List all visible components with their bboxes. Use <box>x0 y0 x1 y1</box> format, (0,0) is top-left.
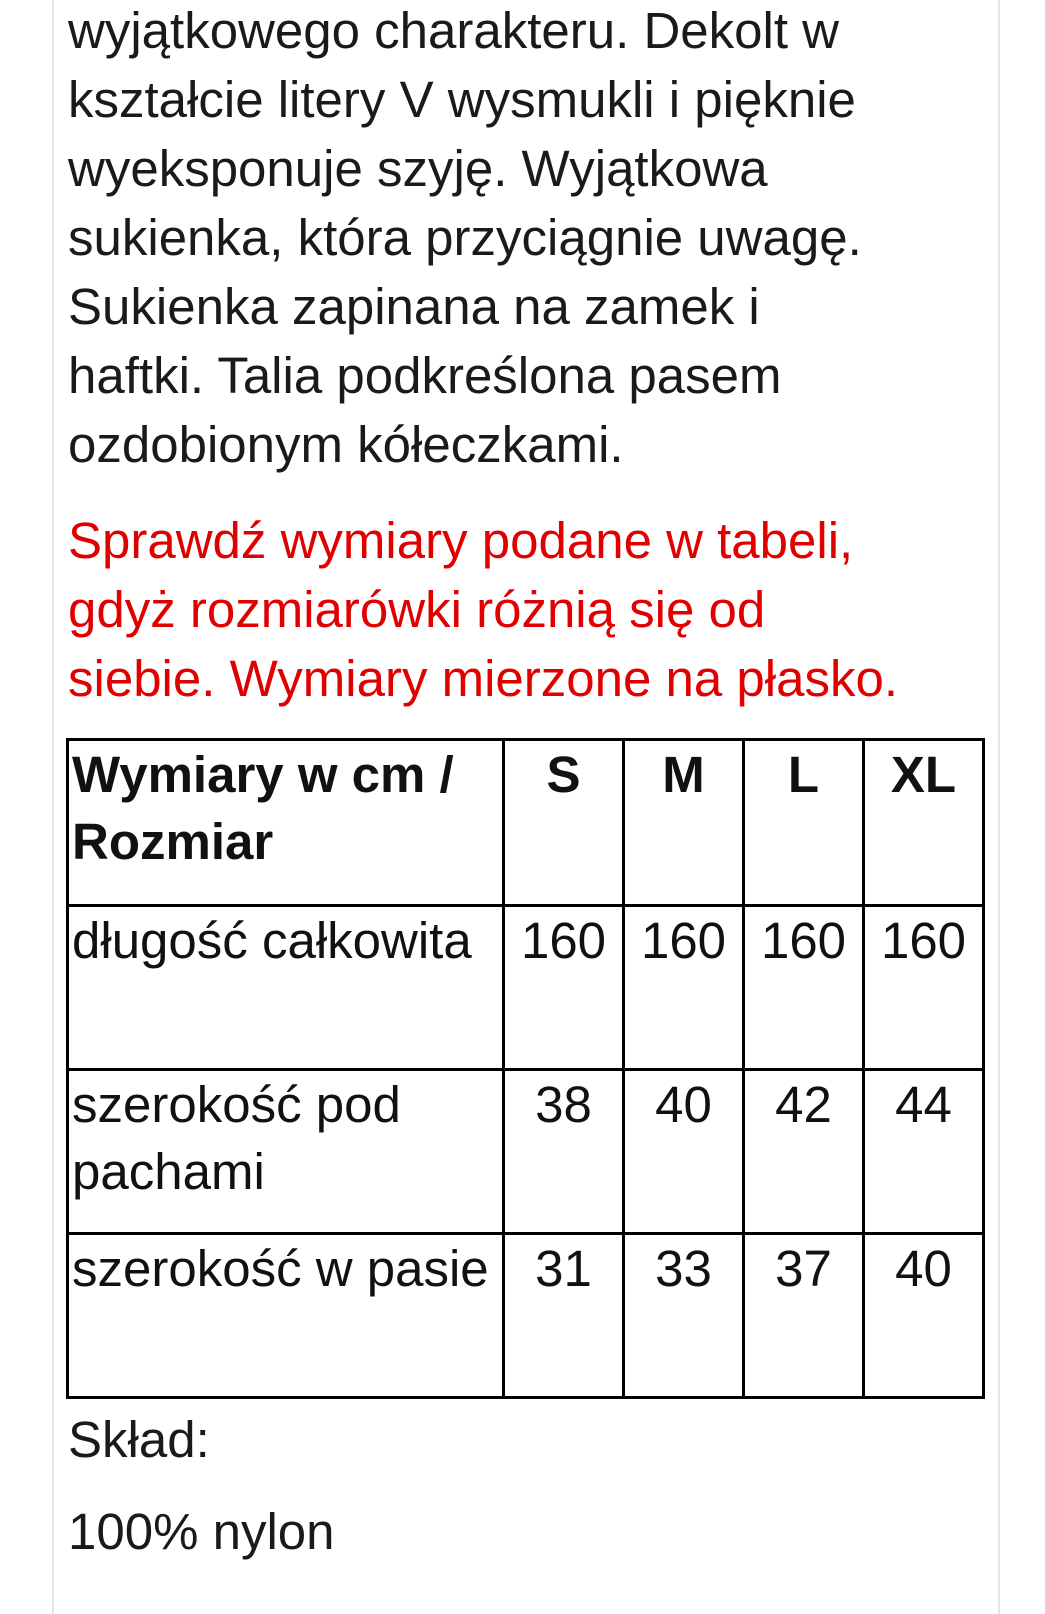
table-row <box>68 1070 984 1234</box>
measurement-value: 160 <box>624 906 744 1070</box>
product-description <box>68 0 998 479</box>
description-line: wyjątkowego charakteru. Dekolt w <box>68 2 840 59</box>
warning-line: Sprawdź wymiary podane w tabeli, <box>68 512 854 569</box>
description-line: kształcie litery V wysmukli i pięknie <box>68 71 856 128</box>
measurement-value: 40 <box>864 1234 984 1398</box>
measurement-value: 160 <box>744 906 864 1070</box>
measurement-value: 33 <box>624 1234 744 1398</box>
measurement-value: 44 <box>864 1070 984 1234</box>
warning-line: gdyż rozmiarówki różnią się od <box>68 581 766 638</box>
measurement-value: 160 <box>504 906 624 1070</box>
size-header-l: L <box>744 740 864 906</box>
description-line: haftki. Talia podkreślona pasem <box>68 347 782 404</box>
measurement-value: 160 <box>864 906 984 1070</box>
size-header-m: M <box>624 740 744 906</box>
size-header-xl: XL <box>864 740 984 906</box>
warning-line: siebie. Wymiary mierzone na płasko. <box>68 650 899 707</box>
description-line: Sukienka zapinana na zamek i <box>68 278 760 335</box>
measurement-value: 38 <box>504 1070 624 1234</box>
description-line: wyeksponuje szyję. Wyjątkowa <box>68 140 768 197</box>
measurement-value: 40 <box>624 1070 744 1234</box>
measurement-value: 42 <box>744 1070 864 1234</box>
measurement-label: szerokość pod pachami <box>68 1070 504 1234</box>
composition-value: 100% nylon <box>68 1503 335 1560</box>
measurement-value: 37 <box>744 1234 864 1398</box>
size-table-header-row <box>68 740 984 906</box>
table-row <box>68 906 984 1070</box>
measurement-value: 31 <box>504 1234 624 1398</box>
size-chart-table <box>66 738 985 1399</box>
size-header-s: S <box>504 740 624 906</box>
description-line: sukienka, która przyciągnie uwagę. <box>68 209 862 266</box>
size-table-header-label: Wymiary w cm / Rozmiar <box>68 740 504 906</box>
table-row <box>68 1234 984 1398</box>
description-line: ozdobionym kółeczkami. <box>68 416 624 473</box>
product-description-section <box>68 0 998 713</box>
measurement-label: długość całkowita <box>68 906 504 1070</box>
measurement-label: szerokość w pasie <box>68 1234 504 1398</box>
composition-label: Skład: <box>68 1411 210 1468</box>
size-warning-note <box>68 506 998 713</box>
